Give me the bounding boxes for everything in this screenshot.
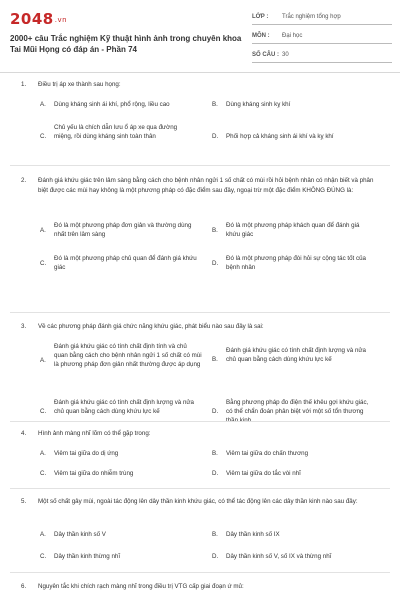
document-meta <box>252 10 392 67</box>
question-divider <box>10 488 390 489</box>
site-logo[interactable]: 2048.vn <box>10 10 68 28</box>
question-divider <box>10 312 390 313</box>
document-title: 2000+ câu Trắc nghiệm Kỹ thuật hình ảnh trong chuyên khoa Tai Mũi Họng có đáp án - Phần 74 <box>10 34 242 54</box>
meta-class: LỚP : Trắc nghiệm tổng hợp <box>252 10 392 25</box>
question-divider <box>10 165 390 166</box>
question-divider <box>10 572 390 573</box>
document-header <box>0 0 400 73</box>
meta-subject: MÔN : Đại học <box>252 29 392 44</box>
question-divider <box>10 421 390 422</box>
document-page: 2048.vn 2000+ câu Trắc nghiệm Kỹ thuật hình ảnh trong chuyên khoa Tai Mũi Họng có đáp án - Phần 74 LỚP : Trắc nghiệm tổng hợp MÔN : Đại học SỐ CÂU : 30 1. Điều trị áp xe thành sau họng: A. Dùng kháng sinh ái khí, phổ rộng, liều cao B. Dùng kháng sinh kỵ khí C. Chủ yếu là chích dẫn lưu ổ áp xe qua đường miệng, rồi dùng kháng sinh toàn thân D. Phối hợp cả kháng sinh ái khí và kỵ khí 2. Đánh giá khứu giác trên lâm sàng bằng cách cho bệnh nhân ngửi 1 số chất có mùi rồi hỏi bệnh nhân có nhận biết và phân biệt được các mùi hay không là một phương pháp có đặc điểm sau đây, ngoại trừ một đặc điểm KHÔNG ĐÚNG là: A. Đó là một phương pháp đơn giản và thường dùng nhất trên lâm sàng B. Đó là một phương pháp khách quan để đánh giá khứu giác C. Đó là một phương pháp chủ quan để đánh giá khứu giác D. Đó là một phương pháp đòi hỏi sự cộng tác tốt của bệnh nhân 3. Về các phương pháp đánh giá chức năng khứu giác, phát biểu nào sau đây là sai: A. Đánh giá khứu giác có tính chất định tính và chủ quan bằng cách cho bệnh nhân ngửi 1 số chất có mùi là phương pháp đơn giản nhất thường được áp dụng B. Đánh giá khứu giác có tính chất định lượng và nửa chủ quan bằng cách dùng khứu lực kế C. Đánh giá khứu giác có tính chất định lượng và nửa chủ quan bằng cách dùng khứu lực kế D. Bằng phương pháp đo điện thế khêu gợi khứu giác, có thể chẩn đoán phân biệt với một số tổn thương thần kinh 4. Hình ảnh màng nhĩ lõm có thể gặp trong: A. Viêm tai giữa do dị ứng B. Viêm tai giữa do chấn thương C. Viêm tai giữa do nhiễm trùng D. Viêm tai giữa do tắc vòi nhĩ 5. Một số chất gây mùi, ngoài tác động lên dây thần kinh khứu giác, có thể tác động lên các dây thần kinh nào sau đây: A. Dây thần kinh số V B. Dây thần kinh số IX C. Dây thần kinh thừng nhĩ D. Dây thần kinh số V, số IX và thừng nhĩ 6. Nguyên tắc khi chích rạch màng nhĩ trong điều trị VTG cấp giai đoạn ứ mủ: <box>0 0 400 600</box>
meta-question-count: SỐ CÂU : 30 <box>252 48 392 63</box>
